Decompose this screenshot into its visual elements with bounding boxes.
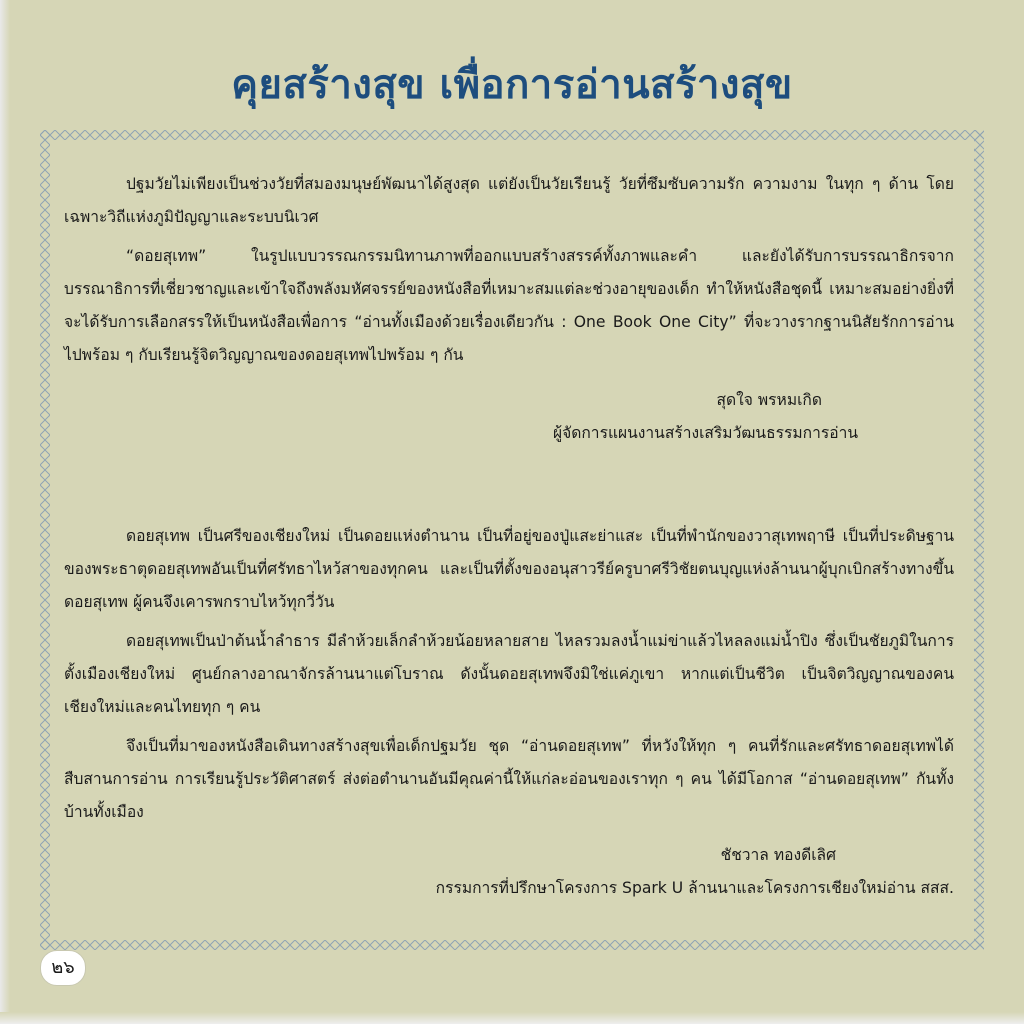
page-number: ๒๖ <box>40 950 86 986</box>
signer-name: สุดใจ พรหมเกิด <box>716 391 822 409</box>
paragraph: ดอยสุเทพเป็นป่าต้นน้ำลำธาร มีลำห้วยเล็กลำห้วยน้อยหลายสาย ไหลรวมลงน้ำแม่ข่าแล้วไหลลงแม่น้ำปิง ซึ่งเป็นชัยภูมิในการตั้งเมืองเชียงใหม่ ศูนย์กลางอาณาจักรล้านนาแต่โบราณ ดังนั้นดอยสุเทพจึงมิใช่แค่ภูเขา หากแต่เป็นชีวิต เป็นจิตวิญญาณของคนเชียงใหม่และคนไทยทุก ๆ คน <box>64 632 954 716</box>
page-edge-bottom <box>0 1012 1024 1024</box>
paragraph: “ดอยสุเทพ” ในรูปแบบวรรณกรรมนิทานภาพที่ออกแบบสร้างสรรค์ทั้งภาพและคำ และยังได้รับการบรรณาธิกรจากบรรณาธิการที่เชี่ยวชาญและเข้าใจถึงพลังมหัศจรรย์ของหนังสือที่เหมาะสมแต่ละช่วงอายุของเด็ก ทำให้หนังสือชุดนี้ เหมาะสมอย่างยิ่งที่จะได้รับการเลือกสรรให้เป็นหนังสือเพื่อการ “อ่านทั้งเมืองด้วยเรื่องเดียวกัน : One Book One City” ที่จะวางรากฐานนิสัยรักการอ่าน ไปพร้อม ๆ กับเรียนรู้จิตวิญญาณของดอยสุเทพไปพร้อม ๆ กัน <box>64 247 954 364</box>
signer-title: กรรมการที่ปรึกษาโครงการ Spark U ล้านนาและโครงการเชียงใหม่อ่าน สสส. <box>435 879 954 897</box>
signer-name: ชัชวาล ทองดีเลิศ <box>720 846 836 864</box>
letter-content <box>64 168 954 905</box>
foreword-section-1 <box>64 168 954 450</box>
foreword-section-2 <box>64 520 954 905</box>
page-title: คุยสร้างสุข เพื่อการอ่านสร้างสุข <box>231 62 793 108</box>
signer-title: ผู้จัดการแผนงานสร้างเสริมวัฒนธรรมการอ่าน <box>552 424 858 442</box>
paragraph: จึงเป็นที่มาของหนังสือเดินทางสร้างสุขเพื่อเด็กปฐมวัย ชุด “อ่านดอยสุเทพ” ที่หวังให้ทุก ๆ คนที่รักและศรัทธาดอยสุเทพได้สืบสานการอ่าน การเรียนรู้ประวัติศาสตร์ ส่งต่อตำนานอันมีคุณค่านี้ให้แก่ละอ่อนของเราทุก ๆ คน ได้มีโอกาส “อ่านดอยสุเทพ” กันทั้งบ้านทั้งเมือง <box>64 737 954 821</box>
page-edge <box>0 0 10 1024</box>
paragraph: ดอยสุเทพ เป็นศรีของเชียงใหม่ เป็นดอยแห่งตำนาน เป็นที่อยู่ของปู่แสะย่าแสะ เป็นที่พำนักของวาสุเทพฤาษี เป็นที่ประดิษฐานของพระธาตุดอยสุเทพอันเป็นที่ศรัทธาไหว้สาของทุกคน และเป็นที่ตั้งของอนุสาวรีย์ครูบาศรีวิชัยตนบุญแห่งล้านนาผู้บุกเบิกสร้างทางขึ้นดอยสุเทพ ผู้คนจึงเคารพกราบไหว้ทุกวี่วัน <box>64 527 954 611</box>
paragraph: ปฐมวัยไม่เพียงเป็นช่วงวัยที่สมองมนุษย์พัฒนาได้สูงสุด แต่ยังเป็นวัยเรียนรู้ วัยที่ซึมซับความรัก ความงาม ในทุก ๆ ด้าน โดยเฉพาะวิถีแห่งภูมิปัญญาและระบบนิเวศ <box>64 175 954 226</box>
